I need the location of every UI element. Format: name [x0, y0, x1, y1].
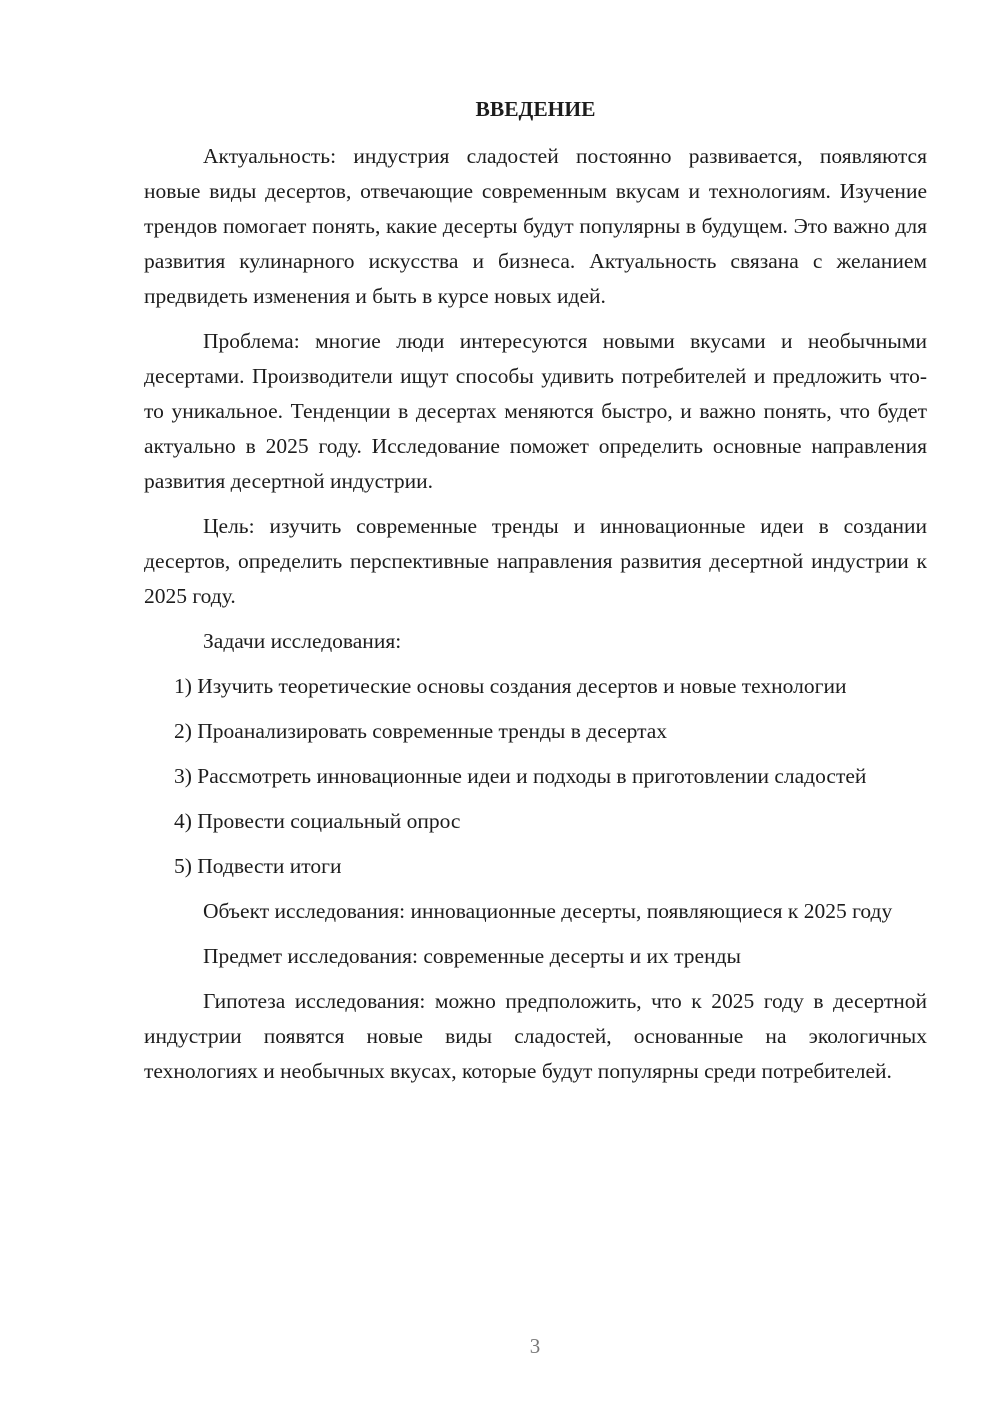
paragraph-relevance: Актуальность: индустрия сладостей постоянно развивается, появляются новые виды десертов, отвечающие современным вкусам и технологиям. Изучение трендов помогает понять, какие десерты будут популярны в будущем. Это важно для развития кулинарного искусства и бизнеса. Актуальность связана с желанием предвидеть изменения и быть в курсе новых идей.: [144, 144, 927, 308]
list-item-task-4: 4) Провести социальный опрос: [174, 809, 461, 833]
paragraph-object: Объект исследования: инновационные десерты, появляющиеся к 2025 году: [203, 899, 893, 923]
list-item-task-2: 2) Проанализировать современные тренды в десертах: [174, 719, 668, 743]
list-item-task-5: 5) Подвести итоги: [174, 854, 342, 878]
paragraph-hypothesis: Гипотеза исследования: можно предположить, что к 2025 году в десертной индустрии появятся новые виды сладостей, основанные на экологичных технологиях и необычных вкусах, которые будут популярны среди потребителей.: [144, 989, 927, 1083]
paragraph-subject: Предмет исследования: современные десерты и их тренды: [203, 944, 741, 968]
list-item-task-1: 1) Изучить теоретические основы создания десертов и новые технологии: [174, 674, 847, 698]
tasks-heading: Задачи исследования:: [203, 629, 402, 653]
paragraph-problem: Проблема: многие люди интересуются новыми вкусами и необычными десертами. Производители ищут способы удивить потребителей и предложить что-то уникальное. Тенденции в десертах меняются быстро, и важно понять, что будет актуально в 2025 году. Исследование поможет определить основные направления развития десертной индустрии.: [144, 329, 927, 493]
paragraph-goal: Цель: изучить современные тренды и инновационные идеи в создании десертов, определить перспективные направления развития десертной индустрии к 2025 году.: [144, 514, 927, 608]
page-title: ВВЕДЕНИЕ: [475, 97, 596, 121]
list-item-task-3: 3) Рассмотреть инновационные идеи и подходы в приготовлении сладостей: [174, 764, 867, 788]
page-number: 3: [529, 1334, 541, 1358]
document-page: [144, 92, 927, 1089]
